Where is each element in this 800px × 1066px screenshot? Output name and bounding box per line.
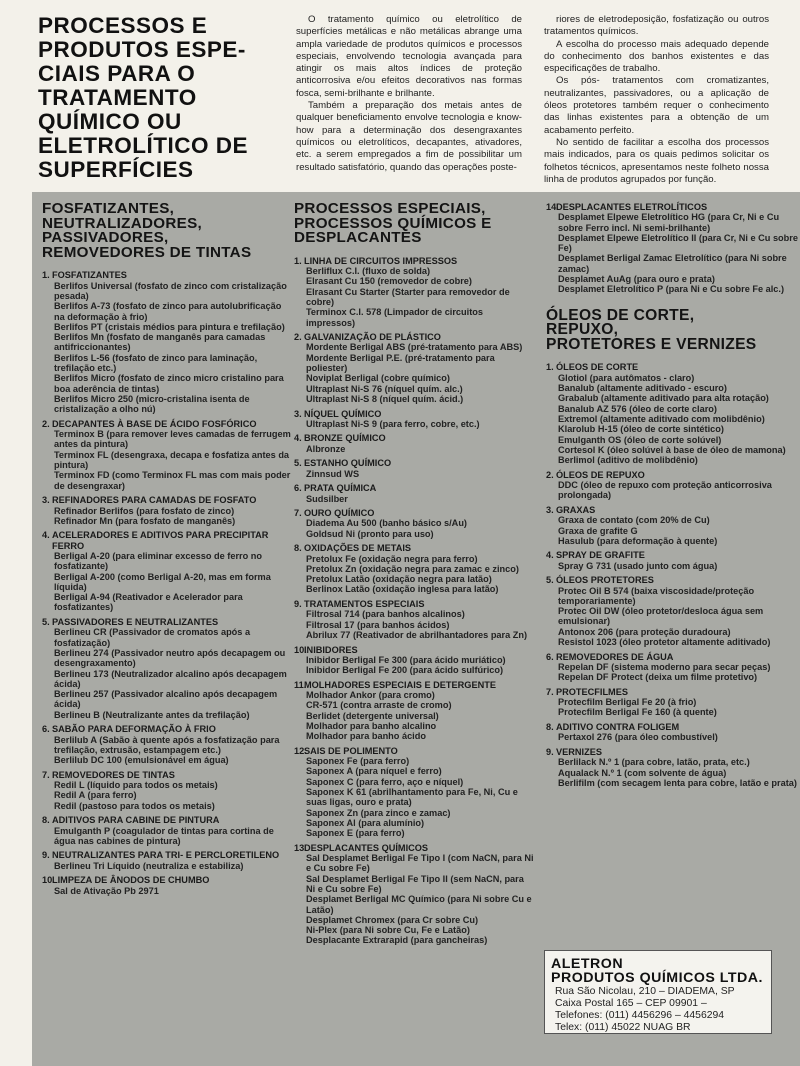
product-line: Molhador Ankor (para cromo) [306, 690, 435, 701]
section-title: ÓLEOS DE CORTE, REPUXO, PROTETORES E VERNIZES [546, 306, 757, 353]
list-item [294, 332, 534, 404]
item-heading-text: BRONZE QUÍMICO [304, 433, 386, 444]
item-heading [42, 418, 292, 429]
item-heading-text: REFINADORES PARA CAMADAS DE FOSFATO [52, 495, 257, 506]
list-item [42, 270, 292, 414]
item-heading [294, 599, 534, 610]
product-line: Extremol (altamente aditivado com molibdênio) [558, 413, 765, 424]
product-line: Terminox FL (desengraxa, decapa e fosfatiza antes da pintura) [54, 449, 290, 471]
item-heading-text: NÍQUEL QUÍMICO [304, 408, 382, 419]
product-line: Ultraplast Ni-S 76 (níquel quím. alc.) [306, 383, 463, 394]
list-item [42, 495, 292, 526]
item-list [42, 270, 292, 896]
item-number: 2. [42, 418, 50, 429]
product-line: Ni-Plex (para Ni sobre Cu, Fe e Latão) [306, 925, 470, 936]
product-line: DDC (óleo de repuxo com proteção anticorrosiva prolongada) [558, 480, 772, 501]
item-number: 11. [294, 679, 307, 690]
product-line: Protecfilm Berligal Fe 160 (à quente) [558, 707, 717, 718]
company-name-line-2: PRODUTOS QUÍMICOS LTDA. [551, 970, 763, 986]
item-heading [546, 651, 798, 662]
item-heading [294, 508, 534, 519]
item-number: 12. [294, 745, 307, 756]
item-heading-text: VERNIZES [556, 746, 602, 757]
product-line: Berlifos Mn (fosfato de manganês para camadas antifriccionantes) [54, 332, 266, 353]
page-title: PROCESSOS E PRODUTOS ESPE- CIAIS PARA O TRATAMENTO QUÍMICO OU ELETROLÍTICO DE SUPERFÍCIES [38, 13, 248, 182]
item-heading [546, 686, 798, 697]
product-line: Berlinox Latão (oxidação inglesa para latão) [306, 584, 499, 595]
product-line: Abrilux 77 (Reativador de abrilhantadores para Zn) [306, 629, 528, 640]
item-heading [546, 469, 798, 480]
product-line: Pretolux Zn (oxidação negra para zamac e zinco) [306, 563, 519, 574]
item-list [546, 362, 798, 788]
product-line: Berlineu 257 (Passivador alcalino após decapagem ácida) [54, 689, 278, 710]
item-heading [546, 550, 798, 561]
product-line: Sal Desplamet Berligal Fe Tipo I (com NaCN, para Ni e Cu sobre Fe) [306, 853, 534, 874]
item-number: 6. [42, 724, 50, 735]
product-line: Ultraplast Ni-S 9 (para ferro, cobre, etc.) [306, 418, 480, 429]
item-number: 4. [294, 433, 302, 444]
product-line: Saponex C (para ferro, aço e níquel) [306, 776, 464, 787]
product-line: Goldsud Ni (pronto para uso) [306, 528, 434, 539]
product-line: Diadema Au 500 (banho básico s/Au) [306, 518, 467, 529]
item-heading-text: SABÃO PARA DEFORMAÇÃO À FRIO [52, 724, 216, 735]
item-number: 4. [546, 550, 554, 561]
product-line: Sal de Ativação Pb 2971 [54, 885, 159, 896]
product-line: Spray G 731 (usado junto com água) [558, 560, 718, 571]
item-heading-text: NEUTRALIZANTES PARA TRI- E PERCLORETILENO [52, 850, 280, 861]
product-line: Berlifos PT (cristais médios para pintura e trefilação) [54, 321, 285, 332]
item-heading-text: DESPLACANTES ELETROLÍTICOS [556, 202, 708, 212]
product-line: Desplacante Extrarapid (para gancheiras) [306, 935, 488, 946]
item-heading-text: ADITIVO CONTRA FOLIGEM [556, 722, 680, 733]
product-line: Berlineu 173 (Neutralizador alcalino após decapagem ácida) [54, 668, 287, 689]
item-heading [294, 842, 534, 853]
product-line: Molhador para banho ácido [306, 731, 426, 742]
item-heading [546, 504, 798, 515]
product-line: Pertaxol 276 (para óleo combustível) [558, 732, 718, 743]
item-heading-text: GRAXAS [556, 504, 596, 515]
item-number: 8. [294, 543, 302, 554]
product-line: Redil (pastoso para todos os metais) [54, 800, 215, 811]
product-line: CR-571 (contra arraste de cromo) [306, 700, 452, 711]
product-line: Albronze [306, 443, 346, 454]
item-heading-text: GALVANIZAÇÃO DE PLÁSTICO [304, 332, 441, 343]
product-line: Berlineu B (Neutralizante antes da trefilação) [54, 709, 250, 720]
product-line: Desplamet Berligal Zamac Eletrolítico (para Ni sobre zamac) [558, 253, 787, 274]
item-number: 2. [294, 332, 302, 343]
list-item [42, 724, 292, 765]
item-heading [42, 724, 292, 735]
item-heading [42, 270, 292, 281]
item-heading [42, 769, 292, 780]
product-line: Desplamet AuAg (para ouro e prata) [558, 274, 715, 285]
product-line: Refinador Berlifos (para fosfato de zinco) [54, 505, 235, 516]
product-line: Cortesol K (óleo solúvel à base de óleo de mamona) [558, 444, 786, 455]
item-heading [42, 815, 292, 826]
item-heading [42, 495, 292, 506]
product-line: Berlilack N.º 1 (para cobre, latão, prata, etc.) [558, 757, 750, 768]
item-number: 9. [294, 599, 302, 610]
item-heading [294, 332, 534, 343]
product-line: Berlifos Micro (fosfato de zinco micro cristalino para boa aderência de tintas) [54, 373, 284, 394]
product-line: Antonox 206 (para proteção duradoura) [558, 626, 731, 637]
item-heading [546, 722, 798, 733]
intro-paragraph: riores de eletrodeposição, fosfatização ou outros tratamentos químicos. [544, 14, 769, 38]
section-title: PROCESSOS ESPECIAIS, PROCESSOS QUÍMICOS E DESPLACANTES [294, 200, 492, 247]
product-line: Terminox FD (como Terminox FL mas com mais poder de desengraxar) [54, 470, 291, 491]
product-line: Klarolub H-15 (óleo de corte sintético) [558, 424, 724, 435]
product-line: Berligal A-20 (para eliminar excesso de ferro no fosfatizante) [54, 550, 262, 572]
product-panel [32, 192, 800, 1066]
company-name [551, 957, 763, 985]
product-line: Protec Oil DW (óleo protetor/desloca água sem emulsionar) [558, 606, 764, 627]
product-line: Graxa de contato (com 20% de Cu) [558, 515, 710, 526]
product-line: Ultraplast Ni-S 8 (níquel quím. ácid.) [306, 393, 464, 404]
item-heading [294, 745, 534, 756]
item-heading-text: PASSIVADORES E NEUTRALIZANTES [52, 617, 219, 628]
list-item [546, 575, 798, 647]
intro-paragraph: Os pós- tratamentos com cromatizantes, neutralizantes, passivadores, ou a aplicação de óleos protetores também requer o conhecimento das linhas existentes para a obtenção de um acabamento perfeito. [544, 75, 769, 136]
item-number: 3. [546, 504, 554, 515]
product-line: Berligal A-94 (Reativador e Acelerador para fosfatizantes) [54, 592, 243, 613]
list-item [42, 617, 292, 720]
item-heading-text: PRATA QUÍMICA [304, 483, 377, 494]
item-heading-text: PROTECFILMES [556, 686, 628, 697]
product-line: Banalub (altamente aditivado - escuro) [558, 383, 727, 394]
list-item [294, 680, 534, 742]
list-item [546, 550, 798, 571]
item-heading-text: LINHA DE CIRCUITOS IMPRESSOS [304, 255, 458, 266]
list-item [42, 815, 292, 846]
product-line: Emulganth P (coagulador de tintas para cortina de água nas cabines de pintura) [54, 825, 274, 846]
product-line: Filtrosal 714 (para banhos alcalinos) [306, 609, 465, 620]
item-heading-text: MOLHADORES ESPECIAIS E DETERGENTE [304, 679, 496, 690]
product-line: Berlilub DC 100 (emulsionável em água) [54, 755, 229, 766]
product-line: Saponex E (para ferro) [306, 828, 405, 839]
item-heading-text: DECAPANTES À BASE DE ÁCIDO FOSFÓRICO [52, 418, 257, 429]
item-heading [546, 575, 798, 586]
list-item [42, 850, 292, 871]
item-number: 3. [42, 495, 50, 506]
list-item [546, 722, 798, 743]
product-line: Protecfilm Berligal Fe 20 (à frio) [558, 697, 697, 708]
list-item [546, 652, 798, 683]
product-line: Saponex Fe (para ferro) [306, 756, 410, 767]
product-line: Saponex A (para níquel e ferro) [306, 766, 442, 777]
product-line: Desplamet Chromex (para Cr sobre Cu) [306, 914, 479, 925]
product-line: Graxa de grafite G [558, 525, 638, 536]
product-line: Hasulub (para deformação à quente) [558, 535, 718, 546]
list-item [294, 458, 534, 479]
item-number: 10. [42, 875, 55, 886]
item-number: 14. [546, 202, 559, 212]
item-number: 1. [546, 362, 554, 373]
product-line: Mordente Berligal ABS (pré-tratamento para ABS) [306, 342, 523, 353]
item-heading [294, 458, 534, 469]
item-heading [294, 483, 534, 494]
product-line: Inibidor Berligal Fe 200 (para ácido sulfúrico) [306, 665, 504, 676]
item-heading-text: DESPLACANTES QUÍMICOS [304, 842, 429, 853]
product-line: Berlineu Tri Líquido (neutraliza e estabiliza) [54, 860, 244, 871]
list-item [294, 508, 534, 539]
item-heading-text: ESTANHO QUÍMICO [304, 458, 392, 469]
item-number: 4. [42, 530, 50, 541]
item-heading-text: ADITIVOS PARA CABINE DE PINTURA [52, 815, 220, 826]
product-line: Desplamet Eletrolítico P (para Ni e Cu sobre Fe alc.) [558, 284, 785, 295]
product-line: Terminox C.I. 578 (Limpador de circuitos impressos) [306, 307, 483, 328]
list-item [294, 843, 534, 946]
list-item [42, 875, 292, 896]
product-line: Sudsilber [306, 493, 348, 504]
item-heading-text: ÓLEOS DE REPUXO [556, 469, 645, 480]
item-heading-text: OURO QUÍMICO [304, 508, 375, 519]
product-line: Glotiol (para autômatos - claro) [558, 372, 695, 383]
list-item [294, 433, 534, 454]
product-line: Filtrosal 17 (para banhos ácidos) [306, 619, 450, 630]
list-item [42, 770, 292, 811]
item-heading-text: ÓLEOS PROTETORES [556, 575, 654, 586]
product-line: Berlifos Universal (fosfato de zinco com cristalização pesada) [54, 280, 287, 301]
item-number: 1. [294, 255, 302, 266]
list-item [546, 747, 798, 788]
product-line: Banalub AZ 576 (óleo de corte claro) [558, 403, 717, 414]
item-heading-text: OXIDAÇÕES DE METAIS [304, 543, 412, 554]
item-list [546, 202, 798, 295]
item-heading-text: ACELERADORES E ADITIVOS PARA PRECIPITAR FERRO [52, 530, 269, 551]
product-line: Desplamet Berligal MC Químico (para Ni sobre Cu e Latão) [306, 894, 532, 915]
product-line: Zinnsud WS [306, 468, 360, 479]
product-line: Saponex Zn (para zinco e zamac) [306, 807, 451, 818]
list-item [546, 362, 798, 465]
item-number: 8. [42, 815, 50, 826]
item-heading [546, 362, 798, 373]
product-line: Sal Desplamet Berligal Fe Tipo II (sem NaCN, para Ni e Cu sobre Fe) [306, 873, 524, 894]
item-heading [42, 875, 292, 886]
intro-paragraph: No sentido de facilitar a escolha dos processos mais indicados, para os quais pedimos solicitar os folhetos técnicos, apresentamos neste folheto nossa linha de produtos agrupados por função. [544, 136, 769, 185]
product-line: Redil L (líquido para todos os metais) [54, 780, 218, 791]
item-number: 7. [294, 508, 302, 519]
product-line: Desplamet Elpewe Eletrolítico II (para Cr, Ni e Cu sobre Fe) [558, 232, 798, 254]
list-item [546, 687, 798, 718]
list-item [546, 470, 798, 501]
item-heading [42, 530, 292, 551]
list-item [294, 746, 534, 839]
item-heading [294, 408, 534, 419]
product-line: Pretolux Fe (oxidação negra para ferro) [306, 553, 478, 564]
product-line: Repelan DF (sistema moderno para secar peças) [558, 661, 771, 672]
product-line: Molhador para banho alcalino [306, 720, 437, 731]
intro-paragraph: A escolha do processo mais adequado depende do conhecimento dos banhos existentes e das especificações de trabalho. [544, 38, 769, 75]
item-heading-text: LIMPEZA DE ÂNODOS DE CHUMBO [52, 875, 210, 886]
item-number: 8. [546, 722, 554, 733]
item-number: 6. [294, 483, 302, 494]
item-number: 7. [42, 769, 50, 780]
column-processos [294, 202, 534, 950]
product-line: Berlifos L-56 (fosfato de zinco para laminação, trefilação etc.) [54, 352, 258, 374]
intro-paragraph: Também a preparação dos metais antes de qualquer beneficiamento envolve tecnologia e know-how para a determinação dos desengraxantes químicos ou eletrolíticos, decapantes, ativadores, etc. a serem empregados a fim de possibilitar um resultado satisfatório, quando das operações poste- [296, 100, 522, 173]
product-line: Elrasant Cu Starter (Starter para removedor de cobre) [306, 286, 510, 307]
item-number: 1. [42, 270, 50, 281]
item-heading-text: INIBIDORES [304, 644, 358, 655]
company-address-box [544, 950, 772, 1034]
item-heading-text: SAIS DE POLIMENTO [304, 745, 398, 756]
product-line: Berlimol (aditivo de molibdênio) [558, 455, 698, 466]
address-postal: Caixa Postal 165 – CEP 09901 – [555, 998, 707, 1009]
item-heading-text: SPRAY DE GRAFITE [556, 550, 645, 561]
product-line: Berlidet (detergente universal) [306, 710, 439, 721]
item-number: 7. [546, 686, 554, 697]
item-heading-text: REMOVEDORES DE ÁGUA [556, 651, 674, 662]
list-item [546, 505, 798, 546]
item-heading-text: TRATAMENTOS ESPECIAIS [304, 599, 425, 610]
top-section [0, 0, 800, 192]
product-line: Resistol 1023 (óleo protetor altamente aditivado) [558, 637, 771, 648]
product-line: Pretolux Latão (oxidação negra para latão) [306, 574, 492, 585]
product-line: Berligal A-200 (como Berligal A-20, mas em forma líquida) [54, 571, 271, 592]
item-heading [294, 255, 534, 266]
product-line: Aqualack N.º 1 (com solvente de água) [558, 767, 727, 778]
item-number: 2. [546, 469, 554, 480]
item-heading-text: REMOVEDORES DE TINTAS [52, 769, 175, 780]
product-line: Berlifos Micro 250 (micro-cristalina isenta de cristalização a olho nú) [54, 393, 250, 415]
product-line: Emulganth OS (óleo de corte solúvel) [558, 434, 722, 445]
intro-column-2 [544, 14, 769, 186]
item-list [294, 256, 534, 946]
item-number: 6. [546, 651, 554, 662]
product-line: Berlilub A (Sabão à quente após a fosfatização para trefilação, extrusão, estampagem etc.) [54, 734, 280, 755]
item-number: 9. [42, 850, 50, 861]
product-line: Grabalub (altamente aditivado para alta rotação) [558, 393, 769, 404]
product-line: Inibidor Berligal Fe 300 (para ácido muriático) [306, 654, 506, 665]
product-line: Repelan DF Protect (deixa um filme protetivo) [558, 672, 758, 683]
product-line: Protec Oil B 574 (baixa viscosidade/proteção temporariamente) [558, 585, 755, 606]
product-line: Berlifilm (com secagem lenta para cobre, latão e prata) [558, 777, 797, 788]
item-heading [294, 679, 534, 690]
product-line: Noviplat Berligal (cobre químico) [306, 373, 450, 384]
item-heading-text: FOSFATIZANTES [52, 270, 127, 281]
list-item [294, 543, 534, 594]
list-item [42, 530, 292, 612]
item-heading [546, 202, 798, 212]
address-street: Rua São Nicolau, 210 – DIADEMA, SP [555, 986, 735, 997]
product-line: Saponex Al (para alumínio) [306, 817, 425, 828]
list-item [294, 409, 534, 430]
item-heading [294, 543, 534, 554]
column-oleos [546, 202, 798, 792]
item-heading [42, 617, 292, 628]
item-heading [42, 850, 292, 861]
item-heading [294, 433, 534, 444]
product-line: Desplamet Elpewe Eletrolítico HG (para Cr, Ni e Cu sobre Ferro incl. Ni semi-brilhante) [558, 212, 780, 233]
list-item [294, 483, 534, 504]
item-heading [294, 644, 534, 655]
item-number: 10. [294, 644, 307, 655]
intro-paragraph: O tratamento químico ou eletrolítico de superfícies metálicas e não metálicas abrange uma ampla variedade de produtos químicos e processos especiais, envolvendo tecnologia avançada para atingir os mais altos índices de proteção anticorrosiva e/ou efeitos decorativos nas formas fosca, semi-brilhante e brilhante. [296, 14, 522, 99]
product-line: Elrasant Cu 150 (removedor de cobre) [306, 276, 472, 287]
product-line: Mordente Berligal P.E. (pré-tratamento para poliester) [306, 352, 495, 374]
address-telex: Telex: (011) 45022 NUAG BR [555, 1022, 691, 1033]
product-line: Refinador Mn (para fosfato de manganês) [54, 515, 236, 526]
product-line: Berliflux C.I. (fluxo de solda) [306, 266, 431, 277]
intro-column-1 [296, 14, 522, 174]
item-heading-text: ÓLEOS DE CORTE [556, 362, 639, 373]
item-number: 3. [294, 408, 302, 419]
address-phone: Telefones: (011) 4456296 – 4456294 [555, 1010, 725, 1021]
list-item [294, 256, 534, 328]
product-line: Berlifos A-73 (fosfato de zinco para autolubrificação na deformação à frio) [54, 301, 282, 322]
product-line: Berlineu 274 (Passivador neutro após decapagem ou desengraxamento) [54, 647, 286, 669]
section-title: FOSFATIZANTES, NEUTRALIZADORES, PASSIVADORES, REMOVEDORES DE TINTAS [42, 200, 252, 261]
product-line: Redil A (para ferro) [54, 790, 137, 801]
item-number: 5. [546, 575, 554, 586]
item-number: 5. [294, 458, 302, 469]
item-heading [546, 746, 798, 757]
item-number: 9. [546, 746, 554, 757]
list-item [42, 419, 292, 491]
product-line: Saponex K 61 (abrilhantamento para Fe, Ni, Cu e suas ligas, ouro e prata) [306, 787, 518, 808]
list-item [546, 202, 798, 295]
list-item [294, 645, 534, 676]
company-name-line-1: ALETRON [551, 956, 624, 972]
item-number: 13. [294, 842, 307, 853]
product-line: Terminox B (para remover leves camadas de ferrugem antes da pintura) [54, 429, 291, 450]
item-number: 5. [42, 617, 50, 628]
list-item [294, 599, 534, 640]
column-fosfatizantes [42, 202, 292, 900]
product-line: Berlineu CR (Passivador de cromatos após a fosfatização) [54, 627, 251, 648]
